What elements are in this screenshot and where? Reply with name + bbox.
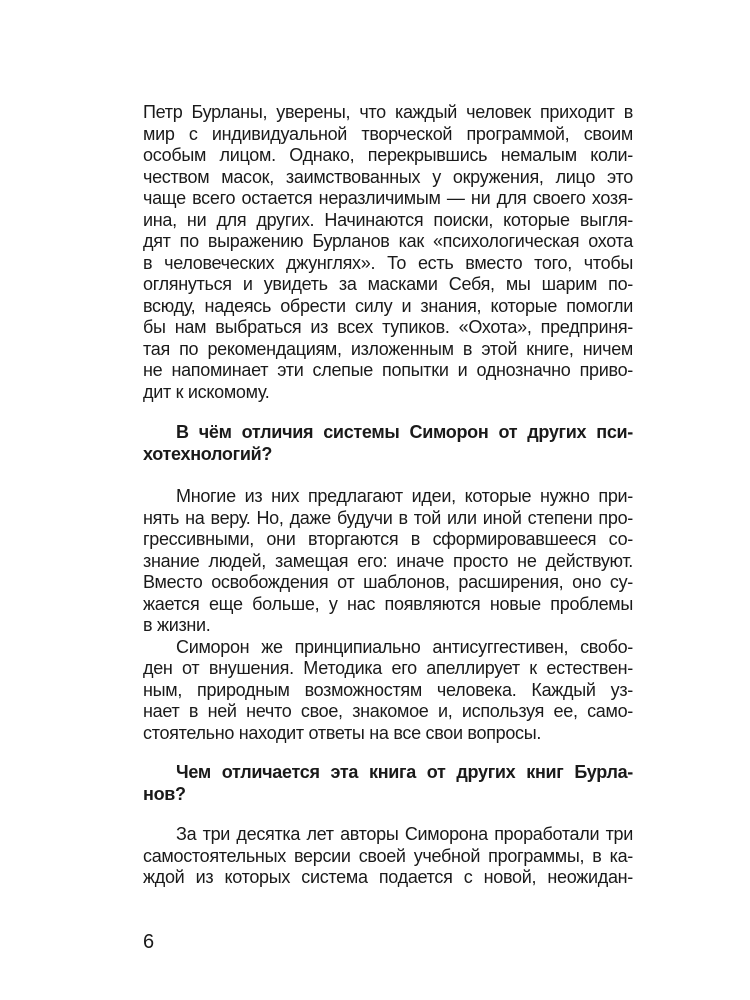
text-line: чеством масок, заимствованных у окружения, лицо это (143, 166, 633, 187)
text-line: хотехнологий? (143, 443, 273, 464)
text-line: в человеческих джунглях». То есть вместо того, чтобы (143, 252, 633, 273)
text-line: дит к искомому. (143, 381, 270, 402)
text-line: стоятельно находит ответы на все свои вопросы. (143, 722, 542, 743)
text-line: Петр Бурланы, уверены, что каждый человек приходит в (143, 102, 633, 122)
text-line: особым лицом. Однако, перекрывшись немалым коли- (143, 145, 633, 165)
text-line: За три десятка лет авторы Симорона проработали три (176, 824, 633, 844)
text-line: В чём отличия системы Симорон от других пси- (176, 422, 633, 442)
text-line: оглянуться и увидеть за масками Себя, мы шарим по- (143, 274, 633, 294)
text-line: чаще всего остается неразличимым — ни для своего хозя- (143, 188, 633, 208)
text-line: знание людей, замещая его: иначе просто не действуют. (143, 550, 633, 571)
page-number: 6 (143, 931, 155, 953)
text-line: ина, ни для других. Начинаются поиски, которые выгля- (143, 209, 633, 230)
section-heading-1 (143, 422, 633, 465)
text-line: грессивными, они вторгаются в сформировавшееся со- (143, 529, 633, 549)
text-line: Симорон же принципиально антисуггестивен, свобо- (176, 636, 633, 657)
text-line: нов? (143, 783, 186, 804)
text-line: тая по рекомендациям, изложенным в этой книге, ничем (143, 338, 633, 359)
text-line: ждой из которых система подается с новой, неожидан- (143, 867, 633, 887)
text-line: не напоминает эти слепые попытки и однозначно приво- (143, 360, 633, 380)
text-line: всюду, надеясь обрести силу и знания, которые помогли (143, 295, 633, 316)
text-line: бы нам выбраться из всех тупиков. «Охота», предприня- (143, 317, 633, 337)
text-line: Чем отличается эта книга от других книг Бурла- (176, 762, 633, 782)
paragraph-2-3 (143, 486, 633, 744)
section-heading-2 (143, 762, 633, 805)
text-line: Многие из них предлагают идеи, которые нужно при- (176, 486, 633, 506)
text-line: в жизни. (143, 615, 211, 635)
paragraph-1 (143, 102, 633, 403)
text-line: жается еще больше, у нас появляются новые проблемы (143, 593, 633, 614)
text-line: самостоятельных версии своей учебной программы, в ка- (143, 845, 633, 866)
text-line: ден от внушения. Методика его апеллирует к естествен- (143, 658, 633, 678)
text-line: мир с индивидуальной творческой программой, своим (143, 123, 633, 144)
text-line: Вместо освобождения от шаблонов, расширения, оно су- (143, 572, 633, 592)
text-line: нять на веру. Но, даже будучи в той или иной степени про- (143, 507, 633, 528)
text-line: дят по выражению Бурланов как «психологическая охота (143, 231, 633, 251)
text-line: нает в ней нечто свое, знакомое и, используя ее, само- (143, 701, 633, 721)
text-line: ным, природным возможностям человека. Каждый уз- (143, 679, 633, 700)
paragraph-4 (143, 824, 633, 889)
